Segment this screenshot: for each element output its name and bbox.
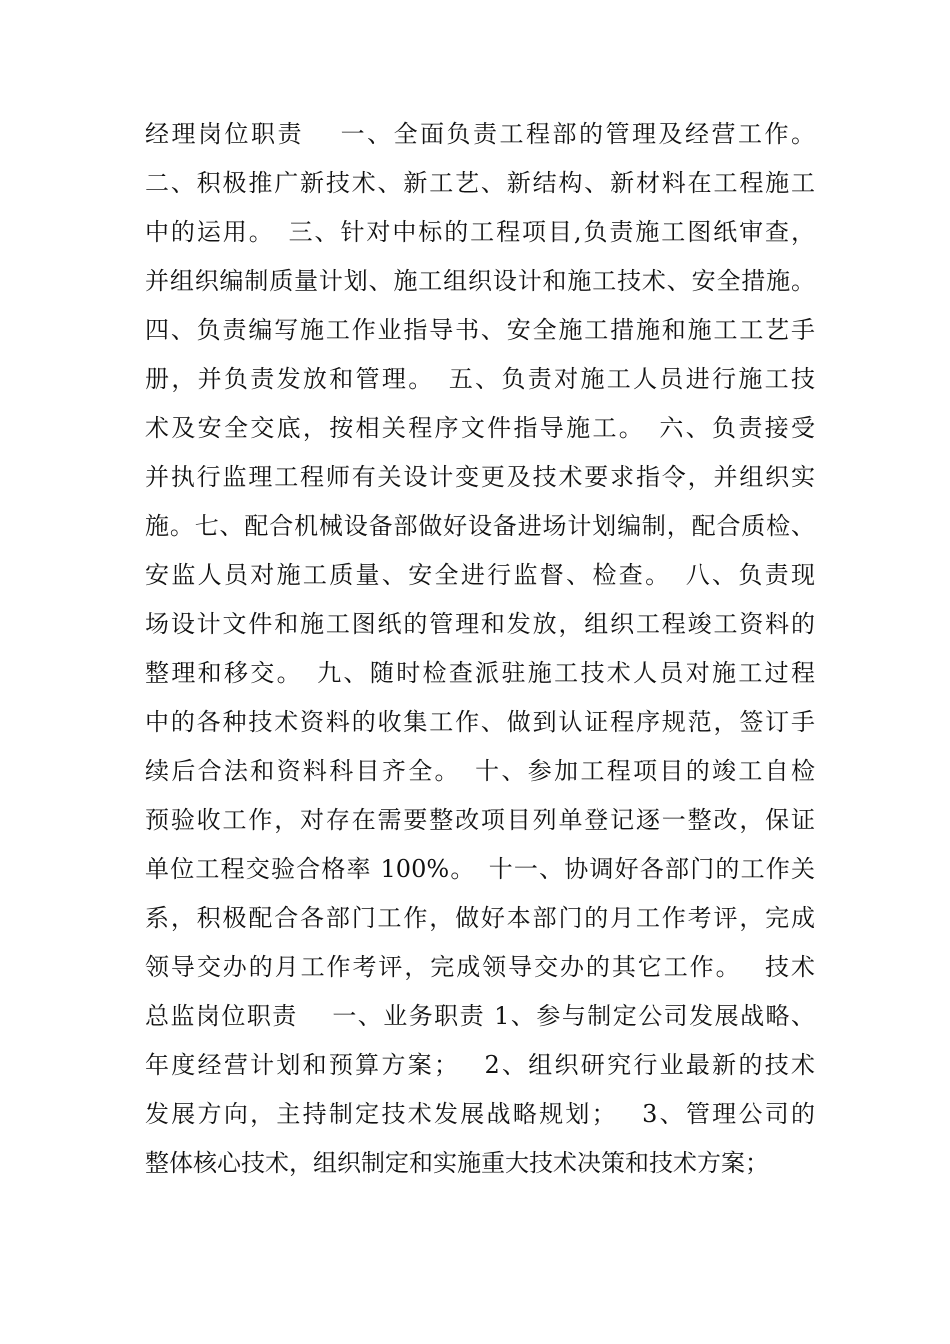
text-line: 整理和移交。 九、随时检查派驻施工技术人员对施工过程	[145, 659, 815, 687]
text-line: 领导交办的月工作考评，完成领导交办的其它工作。 技术	[145, 953, 815, 981]
text-line: 整体核心技术，组织制定和实施重大技术决策和技术方案；	[145, 1149, 769, 1177]
text-line: 安监人员对施工质量、安全进行监督、检查。 八、负责现	[145, 561, 815, 589]
body-text	[145, 110, 815, 1188]
text-line: 施。七、配合机械设备部做好设备进场计划编制，配合质检、	[145, 512, 815, 540]
text-line: 预验收工作，对存在需要整改项目列单登记逐一整改，保证	[145, 806, 815, 834]
text-line: 四、负责编写施工作业指导书、安全施工措施和施工工艺手	[145, 316, 815, 344]
text-line: 总监岗位职责 一、业务职责 1、参与制定公司发展战略、	[145, 1002, 815, 1030]
text-line: 术及安全交底，按相关程序文件指导施工。 六、负责接受	[145, 414, 815, 442]
text-line: 发展方向，主持制定技术发展战略规划； 3、管理公司的	[145, 1100, 815, 1128]
text-line: 系，积极配合各部门工作，做好本部门的月工作考评，完成	[145, 904, 815, 932]
text-line: 并执行监理工程师有关设计变更及技术要求指令，并组织实	[145, 463, 815, 491]
text-line: 中的各种技术资料的收集工作、做到认证程序规范，签订手	[145, 708, 815, 736]
text-line: 经理岗位职责 一、全面负责工程部的管理及经营工作。	[145, 120, 815, 148]
text-line: 中的运用。 三、针对中标的工程项目,负责施工图纸审查，	[145, 218, 815, 246]
text-line: 二、积极推广新技术、新工艺、新结构、新材料在工程施工	[145, 169, 815, 197]
text-line: 册，并负责发放和管理。 五、负责对施工人员进行施工技	[145, 365, 815, 393]
text-line: 年度经营计划和预算方案； 2、组织研究行业最新的技术	[145, 1051, 815, 1079]
text-line: 续后合法和资料科目齐全。 十、参加工程项目的竣工自检	[145, 757, 815, 785]
text-line: 单位工程交验合格率 100%。 十一、协调好各部门的工作关	[145, 855, 815, 883]
text-line: 场设计文件和施工图纸的管理和发放，组织工程竣工资料的	[145, 610, 815, 638]
text-line: 并组织编制质量计划、施工组织设计和施工技术、安全措施。	[145, 267, 815, 295]
